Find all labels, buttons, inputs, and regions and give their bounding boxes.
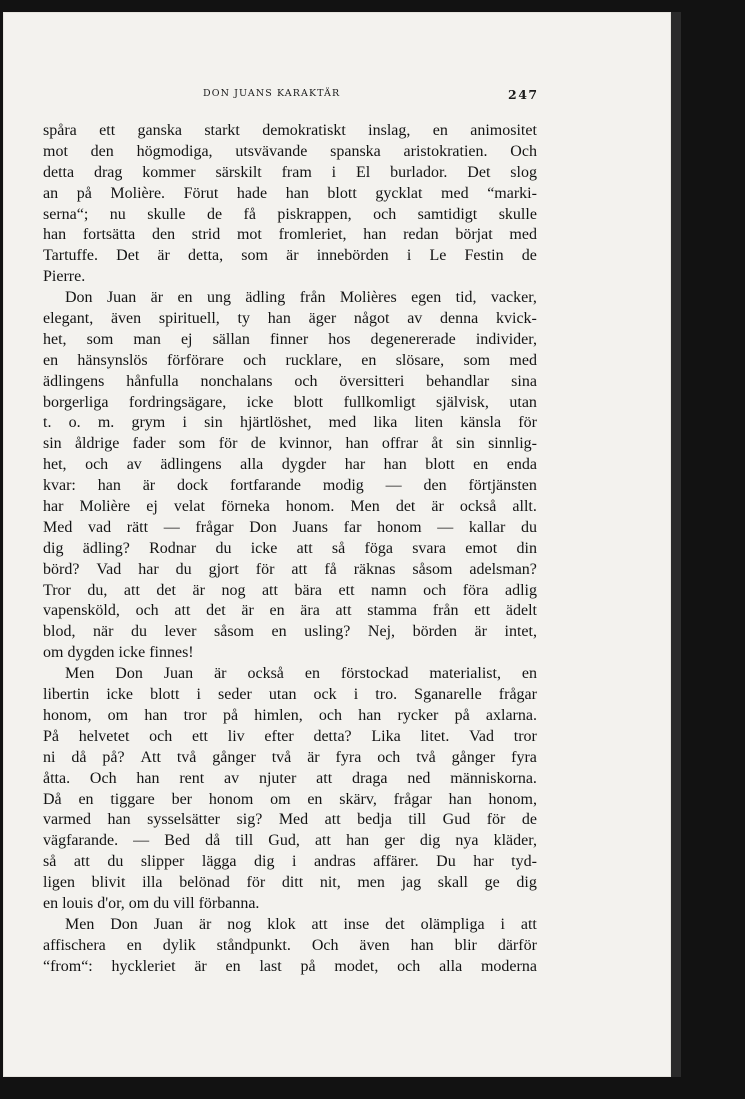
text-line: åtta. Och han rent av njuter att draga ned människorna. (43, 769, 537, 787)
text-line: Med vad rätt — frågar Don Juans far honom — kallar du (43, 518, 537, 536)
text-line: Tartuffe. Det är detta, som är innebörden i Le Festin de (43, 247, 537, 265)
text-line: an på Molière. Förut hade han blott gycklat med “marki- (43, 184, 537, 202)
text-line: spåra ett ganska starkt demokratiskt inslag, en animositet (43, 122, 537, 139)
text-line: ligen blivit illa belönad för ditt nit, men jag skall ge dig (43, 874, 537, 892)
text-line: Men Don Juan är också en förstockad materialist, en (65, 665, 537, 683)
text-line: elegant, även spirituell, ty han äger något av denna kvick- (43, 310, 537, 328)
text-line: varmed han sysselsätter sig? Med att bedja till Gud för de (43, 811, 537, 829)
text-line: affischera en dylik ståndpunkt. Och även han blir därför (43, 936, 537, 954)
page-edge-shadow (671, 12, 681, 1077)
text-line: en louis d'or, om du vill förbanna. (43, 894, 260, 912)
text-line: Då en tiggare ber honom om en skärv, frågar han honom, (43, 790, 537, 808)
text-line: en hänsynslös förförare och rucklare, en slösare, som med (43, 351, 537, 369)
text-line: så att du slipper lägga dig i andras affärer. Du har tyd- (43, 853, 537, 871)
page-header (3, 88, 671, 102)
text-line: Tror du, att det är nog att bära ett namn och föra adlig (43, 581, 537, 599)
text-line: ni då på? Att två gånger två är fyra och två gånger fyra (43, 748, 537, 766)
page-number: 247 (508, 87, 539, 102)
text-line: dig ädling? Rodnar du icke att så föga svara emot din (43, 539, 537, 557)
text-line: vägfarande. — Bed då till Gud, att han ger dig nya kläder, (43, 832, 537, 850)
text-line: ädlingens hånfulla nonchalans och översitteri behandlar sina (43, 372, 537, 390)
text-line: borgerliga fordringsägare, icke blott fullkomligt självisk, utan (43, 393, 537, 411)
text-line: libertin icke blott i seder utan ock i tro. Sganarelle frågar (43, 686, 537, 704)
body-text (43, 121, 537, 978)
text-line: har Molière ej velat förneka honom. Men det är också allt. (43, 498, 537, 516)
running-head: DON JUANS KARAKTÄR (203, 88, 341, 99)
text-line: serna“; nu skulle de få piskrappen, och samtidigt skulle (43, 205, 537, 223)
text-line: blod, när du lever såsom en usling? Nej, börden är intet, (43, 623, 537, 641)
text-line: mot den högmodiga, utsvävande spanska aristokratien. Och (43, 142, 537, 160)
text-line: het, och av ädlingens alla dygder har han blott en enda (43, 456, 537, 474)
text-line: På helvetet och ett liv efter detta? Lika litet. Vad tror (43, 727, 537, 745)
text-line: t. o. m. grym i sin hjärtlöshet, med lika liten känsla för (43, 414, 537, 432)
text-line: Men Don Juan är nog klok att inse det olämpliga i att (65, 915, 537, 933)
text-line: börd? Vad har du gjort för att få räknas såsom adelsman? (43, 560, 537, 578)
text-line: om dygden icke finnes! (43, 644, 194, 662)
text-line: sin åldrige fader som för de kvinnor, han offrar åt sin sinnlig- (43, 435, 537, 453)
text-line: het, som man ej sällan finner hos degenererade individer, (43, 330, 537, 348)
text-line: han fortsätta den strid mot fromleriet, han redan börjat med (43, 226, 537, 244)
text-line: vapensköld, och att det är en ära att stamma från ett ädelt (43, 602, 537, 620)
text-line: Don Juan är en ung ädling från Molières egen tid, vacker, (65, 289, 537, 307)
text-line: Pierre. (43, 268, 86, 286)
text-line: detta drag kommer särskilt fram i El burlador. Det slog (43, 163, 537, 181)
text-line: honom, om han tror på himlen, och han rycker på axlarna. (43, 706, 537, 724)
book-page (3, 12, 671, 1077)
text-line: kvar: han är dock fortfarande modig — den förtjänsten (43, 477, 537, 495)
text-line: “from“: hyckleriet är en last på modet, och alla moderna (43, 957, 537, 975)
